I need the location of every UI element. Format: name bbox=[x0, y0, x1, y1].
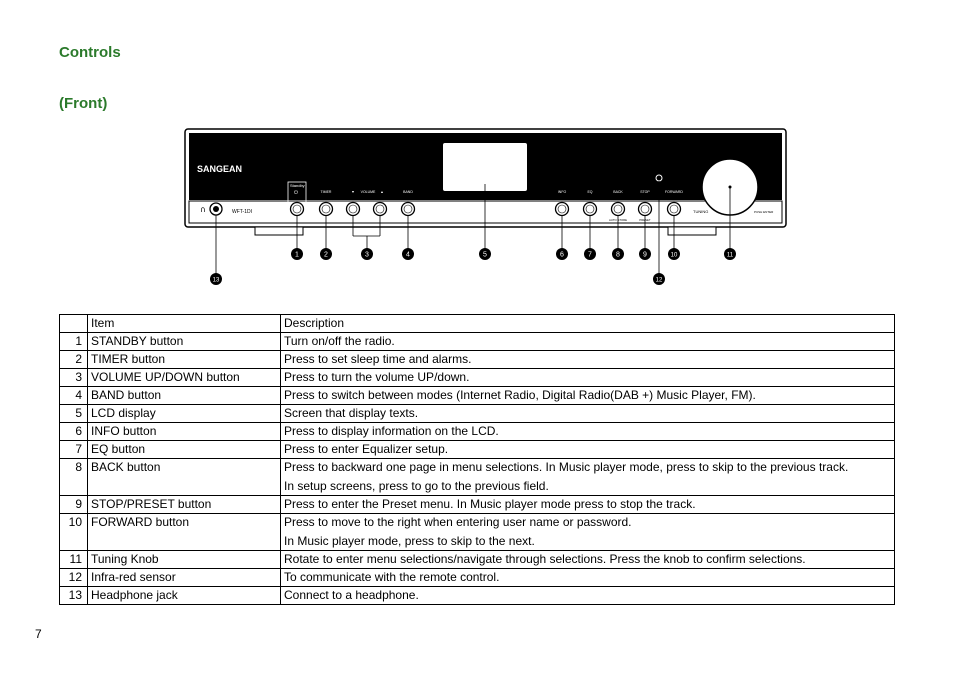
row-number: 3 bbox=[60, 369, 88, 387]
callout-number: 5 bbox=[483, 251, 487, 259]
button-sub-label: PRESET bbox=[639, 218, 651, 222]
button-label: INFO bbox=[557, 190, 567, 194]
description-line: Press to enter the Preset menu. In Music player mode press to stop the track. bbox=[284, 497, 696, 511]
row-number: 9 bbox=[60, 496, 88, 514]
eq-button[interactable] bbox=[584, 203, 597, 216]
table-row bbox=[60, 333, 895, 351]
section-subtitle: (Front) bbox=[59, 95, 108, 112]
table-row bbox=[60, 351, 895, 369]
row-description bbox=[281, 369, 895, 387]
row-description bbox=[281, 459, 895, 496]
button-label: ▼ bbox=[351, 190, 355, 194]
description-line: In Music player mode, press to skip to the next. bbox=[284, 534, 535, 548]
description-line: To communicate with the remote control. bbox=[284, 570, 500, 584]
table-row bbox=[60, 587, 895, 605]
callout-number: 12 bbox=[655, 277, 663, 284]
page-number: 7 bbox=[35, 627, 42, 641]
row-item: EQ button bbox=[88, 441, 281, 459]
description-line: Press to turn the volume UP/down. bbox=[284, 370, 470, 384]
description-line: Rotate to enter menu selections/navigate through selections. Press the knob to confirm selections. bbox=[284, 552, 806, 566]
button-label: ▲ bbox=[380, 190, 384, 194]
info-button[interactable] bbox=[556, 203, 569, 216]
callout-number: 11 bbox=[726, 252, 734, 259]
button-label: EQ bbox=[587, 190, 593, 194]
tuning-label: TUNING bbox=[693, 209, 709, 214]
button-label: BACK bbox=[613, 190, 623, 194]
description-line: Press to move to the right when entering user name or password. bbox=[284, 515, 632, 529]
row-description bbox=[281, 569, 895, 587]
button-label: VOLUME bbox=[360, 190, 376, 194]
row-number: 4 bbox=[60, 387, 88, 405]
callout-number: 7 bbox=[588, 251, 592, 259]
button-label: TIMER bbox=[320, 190, 332, 194]
table-row bbox=[60, 387, 895, 405]
description-line: Connect to a headphone. bbox=[284, 588, 419, 602]
header-item: Item bbox=[88, 315, 281, 333]
row-item: BACK button bbox=[88, 459, 281, 496]
description-line: Screen that display texts. bbox=[284, 406, 419, 420]
row-item: Tuning Knob bbox=[88, 551, 281, 569]
button-sub-label: AUTO STORE bbox=[608, 218, 628, 222]
callout-number: 13 bbox=[212, 277, 220, 284]
row-item: Infra-red sensor bbox=[88, 569, 281, 587]
row-description bbox=[281, 405, 895, 423]
row-description bbox=[281, 333, 895, 351]
radio-foot-left bbox=[255, 227, 303, 235]
push-enter-label: PUSH ENTER bbox=[754, 210, 774, 214]
button-label: STOP bbox=[640, 190, 650, 194]
row-description bbox=[281, 551, 895, 569]
stop-preset-button[interactable] bbox=[639, 203, 652, 216]
callout-number: 2 bbox=[324, 251, 328, 259]
band-button[interactable] bbox=[402, 203, 415, 216]
row-item: VOLUME UP/DOWN button bbox=[88, 369, 281, 387]
forward-button[interactable] bbox=[668, 203, 681, 216]
model-label: WFT-1DI bbox=[232, 209, 252, 215]
table-row bbox=[60, 405, 895, 423]
row-description bbox=[281, 351, 895, 369]
row-number: 12 bbox=[60, 569, 88, 587]
row-description bbox=[281, 587, 895, 605]
lcd-display bbox=[443, 143, 527, 191]
radio-foot-right bbox=[668, 227, 716, 235]
row-item: STOP/PRESET button bbox=[88, 496, 281, 514]
row-number: 13 bbox=[60, 587, 88, 605]
row-item: STANDBY button bbox=[88, 333, 281, 351]
table-row bbox=[60, 569, 895, 587]
callout-number: 4 bbox=[406, 251, 410, 259]
table-row bbox=[60, 514, 895, 551]
header-description: Description bbox=[281, 315, 895, 333]
description-line: Press to enter Equalizer setup. bbox=[284, 442, 449, 456]
description-line: In setup screens, press to go to the previous field. bbox=[284, 479, 549, 493]
table-row bbox=[60, 441, 895, 459]
header-num bbox=[60, 315, 88, 333]
table-row bbox=[60, 369, 895, 387]
row-number: 7 bbox=[60, 441, 88, 459]
description-line: Press to display information on the LCD. bbox=[284, 424, 499, 438]
section-title: Controls bbox=[59, 44, 121, 61]
standby-button[interactable] bbox=[291, 203, 304, 216]
back-button[interactable] bbox=[612, 203, 625, 216]
headphone-icon: ∩ bbox=[200, 205, 206, 214]
button-label: FORWARD bbox=[665, 190, 683, 194]
table-header-row bbox=[60, 315, 895, 333]
row-number: 10 bbox=[60, 514, 88, 551]
controls-table bbox=[59, 314, 895, 605]
row-item: FORWARD button bbox=[88, 514, 281, 551]
standby-label: Standby bbox=[290, 183, 305, 188]
callout-number: 6 bbox=[560, 251, 564, 259]
row-number: 11 bbox=[60, 551, 88, 569]
callout-number: 9 bbox=[643, 251, 647, 259]
table-row bbox=[60, 496, 895, 514]
row-item: INFO button bbox=[88, 423, 281, 441]
radio-front-diagram bbox=[180, 124, 800, 294]
row-item: BAND button bbox=[88, 387, 281, 405]
timer-button[interactable] bbox=[320, 203, 333, 216]
row-description bbox=[281, 387, 895, 405]
row-description bbox=[281, 496, 895, 514]
description-line: Press to backward one page in menu selections. In Music player mode, press to skip to the previous track. bbox=[284, 460, 849, 474]
row-number: 8 bbox=[60, 459, 88, 496]
row-item: LCD display bbox=[88, 405, 281, 423]
row-number: 5 bbox=[60, 405, 88, 423]
ir-sensor bbox=[656, 175, 662, 181]
callout-number: 3 bbox=[365, 251, 369, 259]
callout-number: 10 bbox=[670, 252, 678, 259]
callout-number: 1 bbox=[295, 251, 299, 259]
description-line: Press to set sleep time and alarms. bbox=[284, 352, 472, 366]
row-description bbox=[281, 514, 895, 551]
row-number: 2 bbox=[60, 351, 88, 369]
power-icon: ⏻ bbox=[294, 190, 298, 196]
callout-number: 8 bbox=[616, 251, 620, 259]
volume-up-button[interactable] bbox=[374, 203, 387, 216]
row-item: TIMER button bbox=[88, 351, 281, 369]
row-number: 6 bbox=[60, 423, 88, 441]
row-description bbox=[281, 423, 895, 441]
row-description bbox=[281, 441, 895, 459]
row-item: Headphone jack bbox=[88, 587, 281, 605]
row-number: 1 bbox=[60, 333, 88, 351]
description-line: Press to switch between modes (Internet Radio, Digital Radio(DAB +) Music Player, FM). bbox=[284, 388, 756, 402]
table-row bbox=[60, 551, 895, 569]
table-row bbox=[60, 423, 895, 441]
description-line: Turn on/off the radio. bbox=[284, 334, 395, 348]
button-label: BAND bbox=[403, 190, 413, 194]
table-row bbox=[60, 459, 895, 496]
brand-logo: SANGEAN bbox=[197, 164, 243, 174]
volume-down-button[interactable] bbox=[347, 203, 360, 216]
